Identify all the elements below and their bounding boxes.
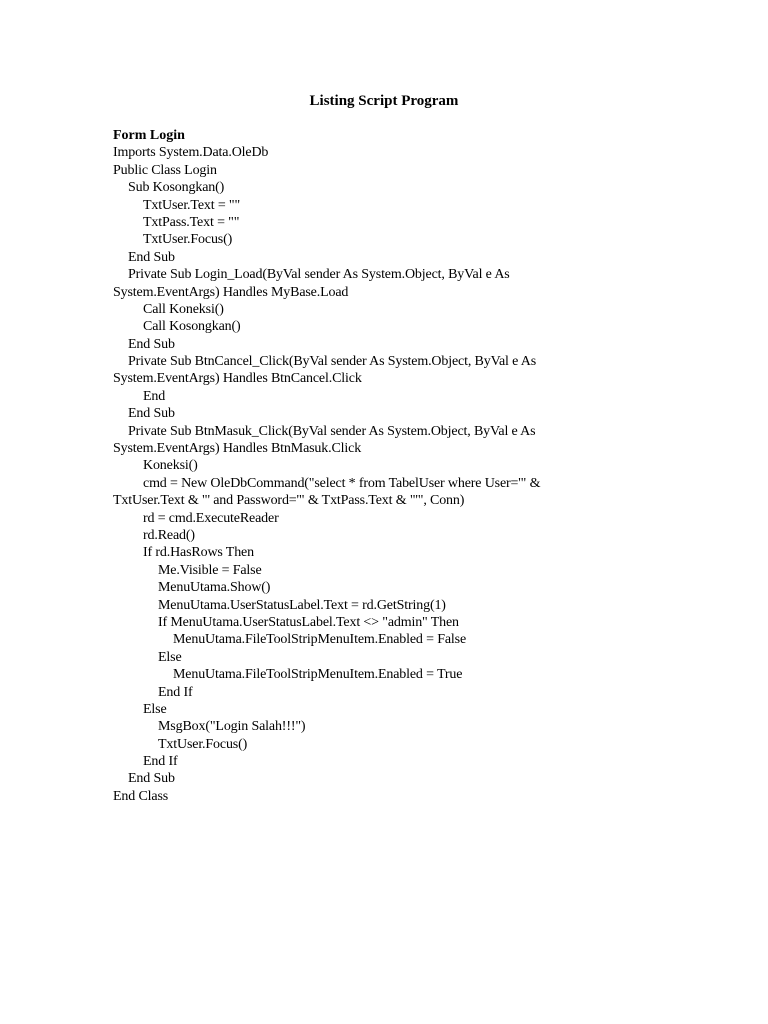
code-line: End If: [143, 754, 178, 770]
code-line: MenuUtama.UserStatusLabel.Text = rd.GetString(1): [158, 597, 446, 613]
code-line: System.EventArgs) Handles BtnMasuk.Click: [113, 441, 362, 457]
code-line: cmd = New OleDbCommand("select * from TabelUser where User='" &: [143, 475, 541, 491]
document-title: Listing Script Program: [309, 93, 459, 109]
code-line: End Sub: [128, 249, 175, 265]
code-line: TxtUser.Focus(): [143, 232, 233, 248]
code-line: TxtUser.Text & "' and Password='" & TxtPass.Text & "'", Conn): [113, 493, 465, 509]
code-line: End Sub: [128, 406, 175, 422]
code-line: End Class: [113, 788, 169, 804]
code-line: Else: [158, 649, 182, 665]
code-line: End Sub: [128, 771, 175, 787]
code-line: System.EventArgs) Handles BtnCancel.Click: [113, 371, 362, 387]
code-line: MenuUtama.Show(): [158, 580, 271, 596]
code-line: Imports System.Data.OleDb: [113, 145, 269, 161]
code-line: rd.Read(): [143, 527, 195, 543]
code-line: End If: [158, 684, 193, 700]
code-line: Me.Visible = False: [158, 562, 262, 578]
code-line: TxtUser.Focus(): [158, 736, 248, 752]
code-line: Sub Kosongkan(): [128, 180, 225, 196]
code-line: Public Class Login: [113, 162, 217, 178]
code-listing: [113, 127, 583, 805]
code-line: If rd.HasRows Then: [143, 545, 254, 561]
code-line: Call Koneksi(): [143, 301, 224, 317]
code-line: MenuUtama.FileToolStripMenuItem.Enabled = False: [173, 632, 467, 648]
code-line: TxtPass.Text = "": [143, 214, 240, 230]
code-line: MenuUtama.FileToolStripMenuItem.Enabled = True: [173, 667, 463, 683]
code-line: Private Sub Login_Load(ByVal sender As System.Object, ByVal e As: [128, 267, 510, 283]
code-line: Private Sub BtnCancel_Click(ByVal sender As System.Object, ByVal e As: [128, 354, 537, 370]
code-line: Koneksi(): [143, 458, 198, 474]
code-line: Call Kosongkan(): [143, 319, 241, 335]
code-line: Else: [143, 701, 167, 717]
code-line: System.EventArgs) Handles MyBase.Load: [113, 284, 349, 300]
code-line: End: [143, 388, 166, 404]
code-line: End Sub: [128, 336, 175, 352]
code-line: Private Sub BtnMasuk_Click(ByVal sender As System.Object, ByVal e As: [128, 423, 536, 439]
code-line: If MenuUtama.UserStatusLabel.Text <> "admin" Then: [158, 614, 459, 630]
code-line: rd = cmd.ExecuteReader: [143, 510, 279, 526]
code-line: MsgBox("Login Salah!!!"): [158, 719, 306, 735]
section-heading: Form Login: [113, 128, 185, 143]
code-line: TxtUser.Text = "": [143, 197, 241, 213]
